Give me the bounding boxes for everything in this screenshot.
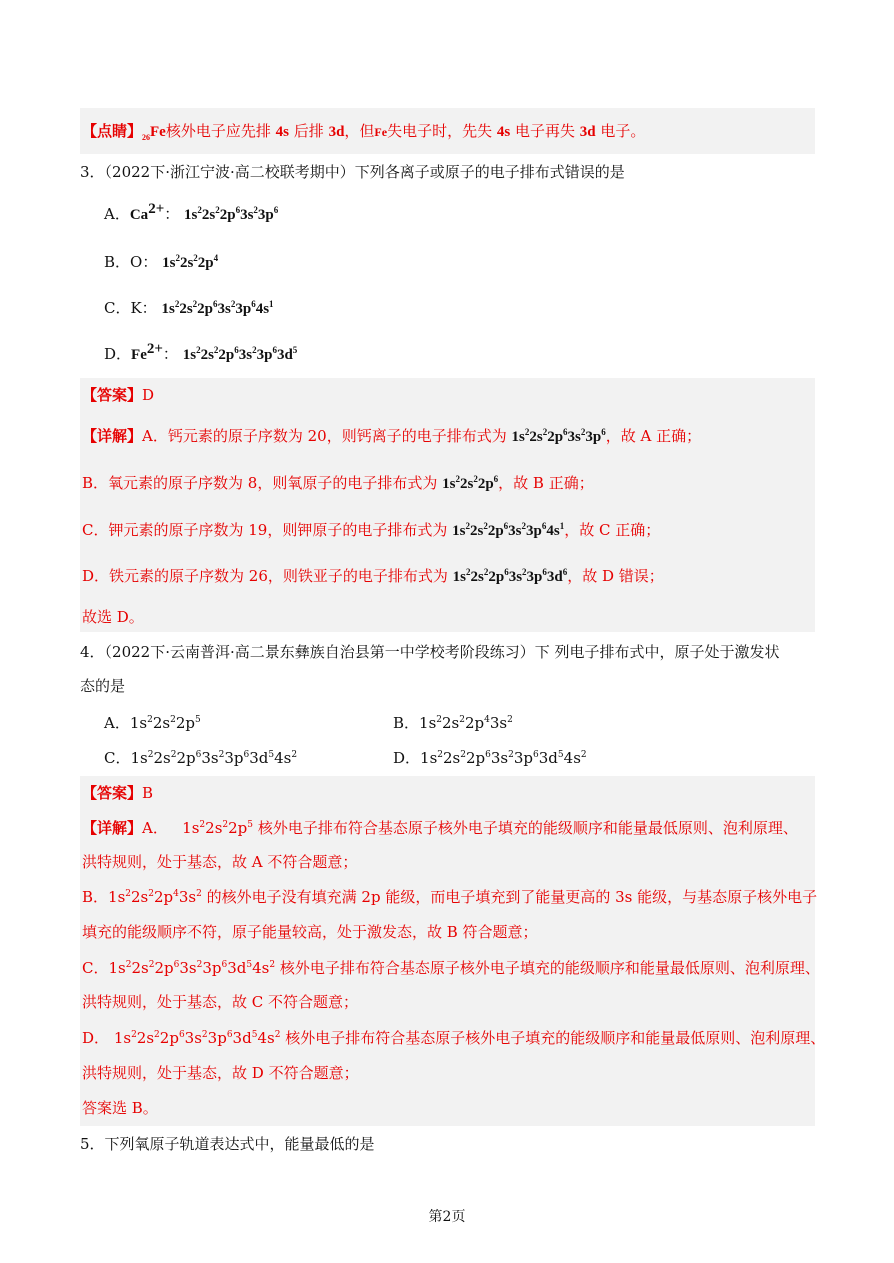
q4-option-d: D．$1s^22s^22p^63s^23p^63d^54s^2$ — [393, 749, 587, 767]
q3-detail-a: 【详解】A．钙元素的原子序数为 20，则钙离子的电子排布式为 $1s^22s^22p^63s^23p^6$，故 A 正确； — [82, 427, 702, 445]
q4-option-c: C．$1s^22s^22p^63s^23p^63d^54s^2$ — [104, 749, 298, 767]
q4-detail-b-line-1: B．$1s^22s^22p^43s^2$ 的核外电子没有填充满 2p 能级，而电子填充到了能量更高的 3s 能级，与基态原子核外电子 — [82, 888, 818, 906]
fe-symbol: Fe — [150, 124, 166, 140]
q3-option-b: B．O： $1s^22s^22p^4$ — [104, 253, 219, 271]
q4-detail-a-line-2: 洪特规则，处于基态，故 A 不符合题意； — [82, 853, 358, 871]
q4-stem-line-1: 4．（2022下·云南普洱·高二景东彝族自治县第一中学校考阶段练习）下 列电子排布式中，原子处于激发状 — [80, 643, 780, 661]
q4-detail-a-line-1: 【详解】A． $1s^22s^22p^5$ 核外电子排布符合基态原子核外电子填充的能级顺序和能量最低原则、泡利原理、 — [82, 819, 798, 837]
q4-option-a: A．$1s^22s^22p^5$ — [104, 714, 201, 732]
q3-answer-band — [80, 378, 815, 632]
q4-stem-line-2: 态的是 — [80, 677, 126, 695]
q3-stem: 3．（2022下·浙江宁波·高二校联考期中）下列各离子或原子的电子排布式错误的是 — [80, 163, 625, 181]
q3-detail-d: D．铁元素的原子序数为 26，则铁亚子的电子排布式为 $1s^22s^22p^63s^23p^63d^6$，故 D 错误； — [82, 567, 664, 585]
q3-option-c: C．K： $1s^22s^22p^63s^23p^64s^1$ — [104, 299, 274, 317]
q3-option-d: D．$Fe^{2+}$： $1s^22s^22p^63s^23p^63d^5$ — [104, 341, 298, 363]
page-number: 第2页 — [428, 1209, 466, 1225]
q5-stem: 5．下列氧原子轨道表达式中，能量最低的是 — [80, 1135, 375, 1153]
tip-line: 【点睛】$_{26}$Fe核外电子应先排 4s 后排 3d，但Fe失电子时，先失 4s 电子再失 3d 电子。 — [82, 122, 646, 142]
q4-detail-b-line-2: 填充的能级顺序不符，原子能量较高，处于激发态，故 B 符合题意； — [82, 923, 538, 941]
q4-detail-c-line-1: C．$1s^22s^22p^63s^23p^63d^54s^2$ 核外电子排布符合基态原子核外电子填充的能级顺序和能量最低原则、泡利原理、 — [82, 959, 820, 977]
q4-answer: 【答案】B — [82, 784, 154, 802]
q3-option-a: A．$Ca^{2+}$： $1s^22s^22p^63s^23p^6$ — [104, 201, 279, 223]
q3-conclusion: 故选 D。 — [82, 608, 144, 626]
q3-answer: 【答案】D — [82, 386, 155, 404]
q4-conclusion: 答案选 B。 — [82, 1099, 158, 1117]
q3-detail-b: B．氧元素的原子序数为 8，则氧原子的电子排布式为 $1s^22s^22p^6$，故 B 正确； — [82, 474, 594, 492]
tip-label: 【点睛】 — [82, 122, 143, 140]
q4-option-b: B．$1s^22s^22p^43s^2$ — [393, 714, 513, 732]
q3-detail-c: C．钾元素的原子序数为 19，则钾原子的电子排布式为 $1s^22s^22p^63s^23p^64s^1$，故 C 正确； — [82, 521, 661, 539]
q4-detail-d-line-2: 洪特规则，处于基态，故 D 不符合题意； — [82, 1064, 359, 1082]
q4-detail-c-line-2: 洪特规则，处于基态，故 C 不符合题意； — [82, 993, 359, 1011]
q4-detail-d-line-1: D． $1s^22s^22p^63s^23p^63d^54s^2$ 核外电子排布符合基态原子核外电子填充的能级顺序和能量最低原则、泡利原理、 — [82, 1029, 826, 1047]
fe-atomic-number: 26 — [142, 133, 151, 142]
